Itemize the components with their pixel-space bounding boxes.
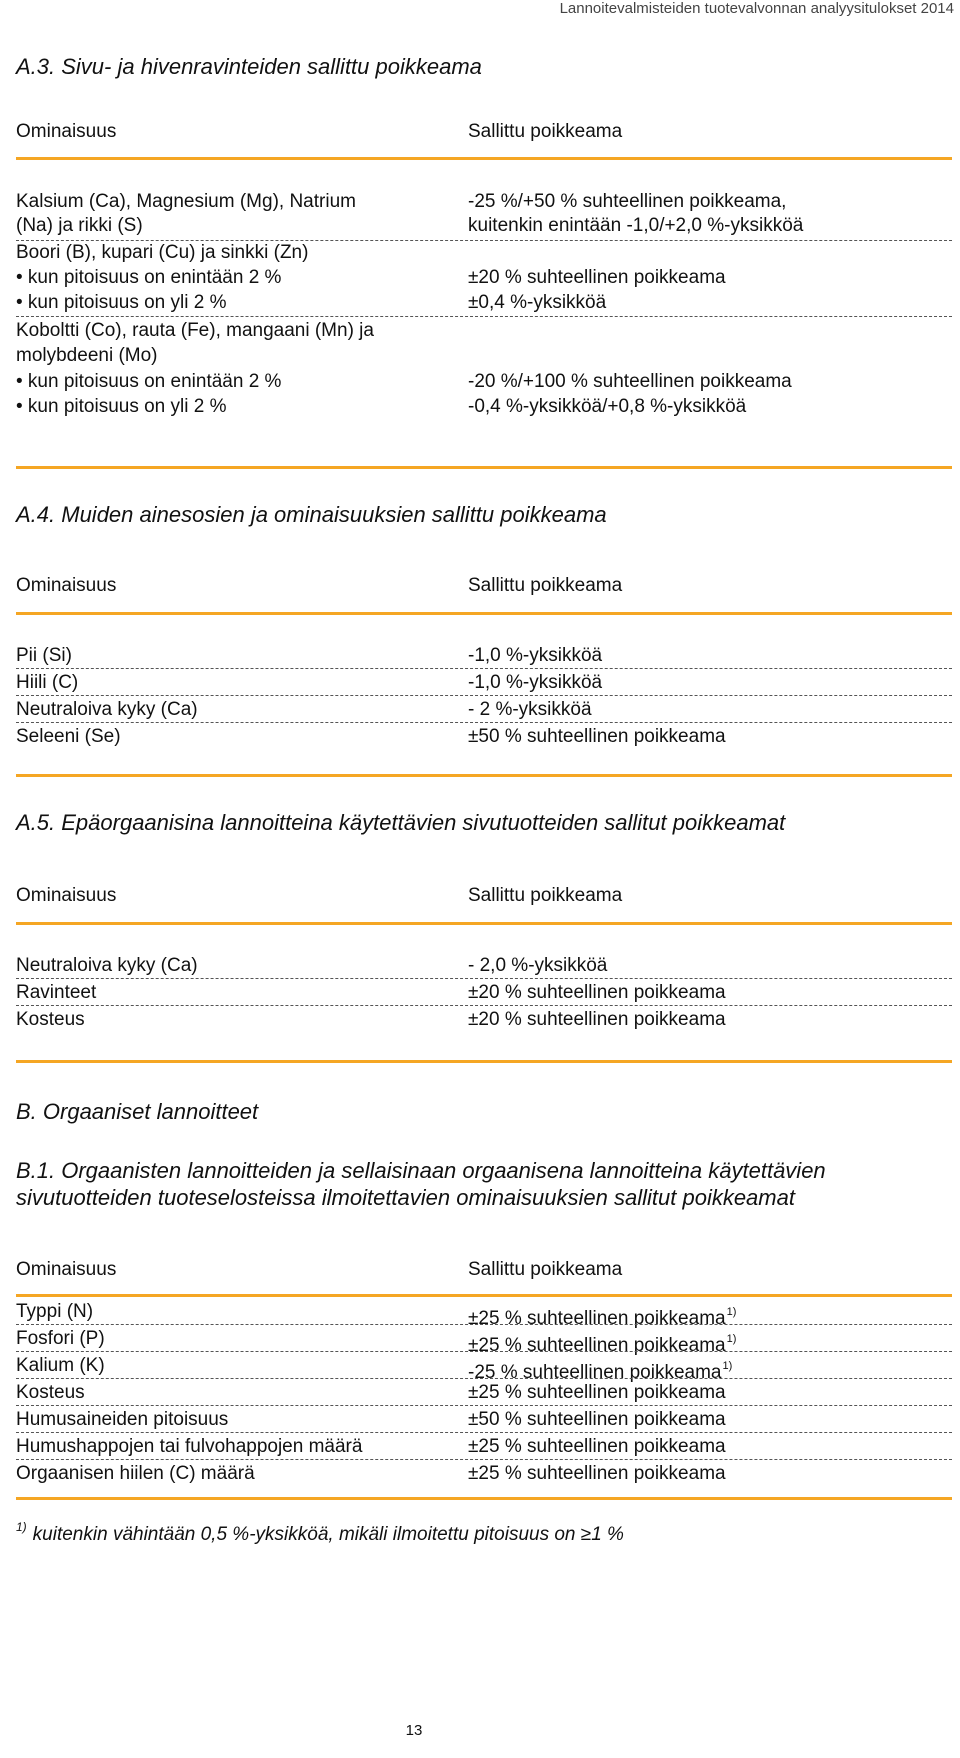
- a4-row-divider: [16, 695, 952, 696]
- a3-row-divider: [16, 316, 952, 317]
- b1-row-tolerance: ±50 % suhteellinen poikkeama: [468, 1409, 726, 1430]
- a3-col-header-tolerance: Sallittu poikkeama: [468, 121, 623, 142]
- running-header: Lannoitevalmisteiden tuotevalvonnan analyysitulokset 2014: [559, 0, 954, 17]
- section-a4-title: A.4. Muiden ainesosien ja ominaisuuksien sallittu poikkeama: [16, 502, 607, 527]
- a3-row3-property-line1: Koboltti (Co), rauta (Fe), mangaani (Mn) ja: [16, 320, 374, 341]
- section-b1-title: B.1. Orgaanisten lannoitteiden ja sellaisinaan orgaanisena lannoitteina käytettävien sivutuotteiden tuoteselosteissa ilmoitettavien ominaisuuksien sallitut poikkeamat: [16, 1158, 826, 1210]
- a4-bottom-rule: [16, 774, 952, 777]
- a3-header-rule: [16, 157, 952, 160]
- b1-row-tolerance: [468, 1301, 736, 1330]
- a5-bottom-rule: [16, 1060, 952, 1063]
- a3-row3-tolerance-line1: -20 %/+100 % suhteellinen poikkeama: [468, 371, 792, 392]
- a5-header-rule: [16, 922, 952, 925]
- a3-row1-property-line1: Kalsium (Ca), Magnesium (Mg), Natrium: [16, 191, 356, 212]
- a4-header-rule: [16, 612, 952, 615]
- b1-row-tolerance: [468, 1328, 736, 1357]
- footnote-text: kuitenkin vähintään 0,5 %-yksikköä, mikäli ilmoitettu pitoisuus on ≥1 %: [32, 1524, 624, 1545]
- a3-row3-property-line4: • kun pitoisuus on yli 2 %: [16, 396, 227, 417]
- a3-col-header-property: Ominaisuus: [16, 121, 117, 142]
- b1-col-header-property: Ominaisuus: [16, 1259, 117, 1280]
- b1-row-divider: [16, 1324, 952, 1325]
- a5-row-divider: [16, 978, 952, 979]
- b1-row-divider: [16, 1405, 952, 1406]
- a5-col-header-property: Ominaisuus: [16, 885, 117, 906]
- a5-row-tolerance: ±20 % suhteellinen poikkeama: [468, 982, 726, 1003]
- b1-row-tolerance: ±25 % suhteellinen poikkeama: [468, 1436, 726, 1457]
- b1-bottom-rule: [16, 1497, 952, 1500]
- b1-row-tolerance: ±25 % suhteellinen poikkeama: [468, 1463, 726, 1484]
- a4-row-tolerance: - 2 %-yksikköä: [468, 699, 592, 720]
- a5-row-tolerance: ±20 % suhteellinen poikkeama: [468, 1009, 726, 1030]
- b1-row-tolerance: [468, 1355, 732, 1384]
- b1-row-property: Humushappojen tai fulvohappojen määrä: [16, 1436, 363, 1457]
- footnote-marker: 1): [722, 1360, 733, 1372]
- a3-row2-tolerance-line1: ±20 % suhteellinen poikkeama: [468, 267, 726, 288]
- b1-row-divider: [16, 1351, 952, 1352]
- b1-row-divider: [16, 1378, 952, 1379]
- b1-row-property: Kalium (K): [16, 1355, 105, 1376]
- b1-row-property: Fosfori (P): [16, 1328, 105, 1349]
- b1-header-rule: [16, 1294, 952, 1297]
- b1-row-tolerance-text: ±25 % suhteellinen poikkeama: [468, 1335, 726, 1356]
- a5-row-property: Ravinteet: [16, 982, 97, 1003]
- b1-row-tolerance-text: ±25 % suhteellinen poikkeama: [468, 1308, 726, 1329]
- a4-row-property: Seleeni (Se): [16, 726, 121, 747]
- a4-row-divider: [16, 668, 952, 669]
- a3-row2-property-line3: • kun pitoisuus on yli 2 %: [16, 292, 227, 313]
- a3-row2-property-line2: • kun pitoisuus on enintään 2 %: [16, 267, 282, 288]
- a4-col-header-property: Ominaisuus: [16, 575, 117, 596]
- a3-row1-tolerance-line1: -25 %/+50 % suhteellinen poikkeama,: [468, 191, 787, 212]
- a4-row-tolerance: ±50 % suhteellinen poikkeama: [468, 726, 726, 747]
- a4-row-property: Pii (Si): [16, 645, 72, 666]
- footnote-marker: 1): [726, 1306, 737, 1318]
- a4-row-property: Neutraloiva kyky (Ca): [16, 699, 198, 720]
- section-b-title: B. Orgaaniset lannoitteet: [16, 1099, 259, 1124]
- section-a3-title: A.3. Sivu- ja hivenravinteiden sallittu poikkeama: [16, 54, 482, 79]
- a5-row-tolerance: - 2,0 %-yksikköä: [468, 955, 608, 976]
- a4-row-divider: [16, 722, 952, 723]
- a4-row-property: Hiili (C): [16, 672, 79, 693]
- page-number: 13: [405, 1722, 423, 1739]
- a5-row-property: Kosteus: [16, 1009, 85, 1030]
- a4-row-tolerance: -1,0 %-yksikköä: [468, 672, 603, 693]
- b1-row-property: Kosteus: [16, 1382, 85, 1403]
- a4-col-header-tolerance: Sallittu poikkeama: [468, 575, 623, 596]
- b1-row-tolerance: ±25 % suhteellinen poikkeama: [468, 1382, 726, 1403]
- a3-bottom-rule: [16, 466, 952, 469]
- footnote-marker: 1): [726, 1333, 737, 1345]
- a3-row1-tolerance-line2: kuitenkin enintään -1,0/+2,0 %-yksikköä: [468, 215, 804, 236]
- a5-row-divider: [16, 1005, 952, 1006]
- a3-row3-tolerance-line2: -0,4 %-yksikköä/+0,8 %-yksikköä: [468, 396, 747, 417]
- b1-row-property: Humusaineiden pitoisuus: [16, 1409, 229, 1430]
- a5-col-header-tolerance: Sallittu poikkeama: [468, 885, 623, 906]
- a3-row3-property-line3: • kun pitoisuus on enintään 2 %: [16, 371, 282, 392]
- a3-row2-tolerance-line2: ±0,4 %-yksikköä: [468, 292, 607, 313]
- b1-col-header-tolerance: Sallittu poikkeama: [468, 1259, 623, 1280]
- a5-row-property: Neutraloiva kyky (Ca): [16, 955, 198, 976]
- b1-row-property: Orgaanisen hiilen (C) määrä: [16, 1463, 255, 1484]
- b1-row-property: Typpi (N): [16, 1301, 94, 1322]
- b1-row-tolerance-text: -25 % suhteellinen poikkeama: [468, 1362, 722, 1383]
- a3-row2-property-line1: Boori (B), kupari (Cu) ja sinkki (Zn): [16, 242, 309, 263]
- footnote-marker: 1): [16, 1520, 27, 1534]
- a3-row1-property-line2: (Na) ja rikki (S): [16, 215, 143, 236]
- footnote: [16, 1520, 624, 1546]
- a4-row-tolerance: -1,0 %-yksikköä: [468, 645, 603, 666]
- b1-row-divider: [16, 1432, 952, 1433]
- section-a5-title: A.5. Epäorgaanisina lannoitteina käytettävien sivutuotteiden sallitut poikkeamat: [16, 810, 786, 835]
- a3-row-divider: [16, 240, 952, 241]
- a3-row3-property-line2: molybdeeni (Mo): [16, 345, 158, 366]
- b1-row-divider: [16, 1459, 952, 1460]
